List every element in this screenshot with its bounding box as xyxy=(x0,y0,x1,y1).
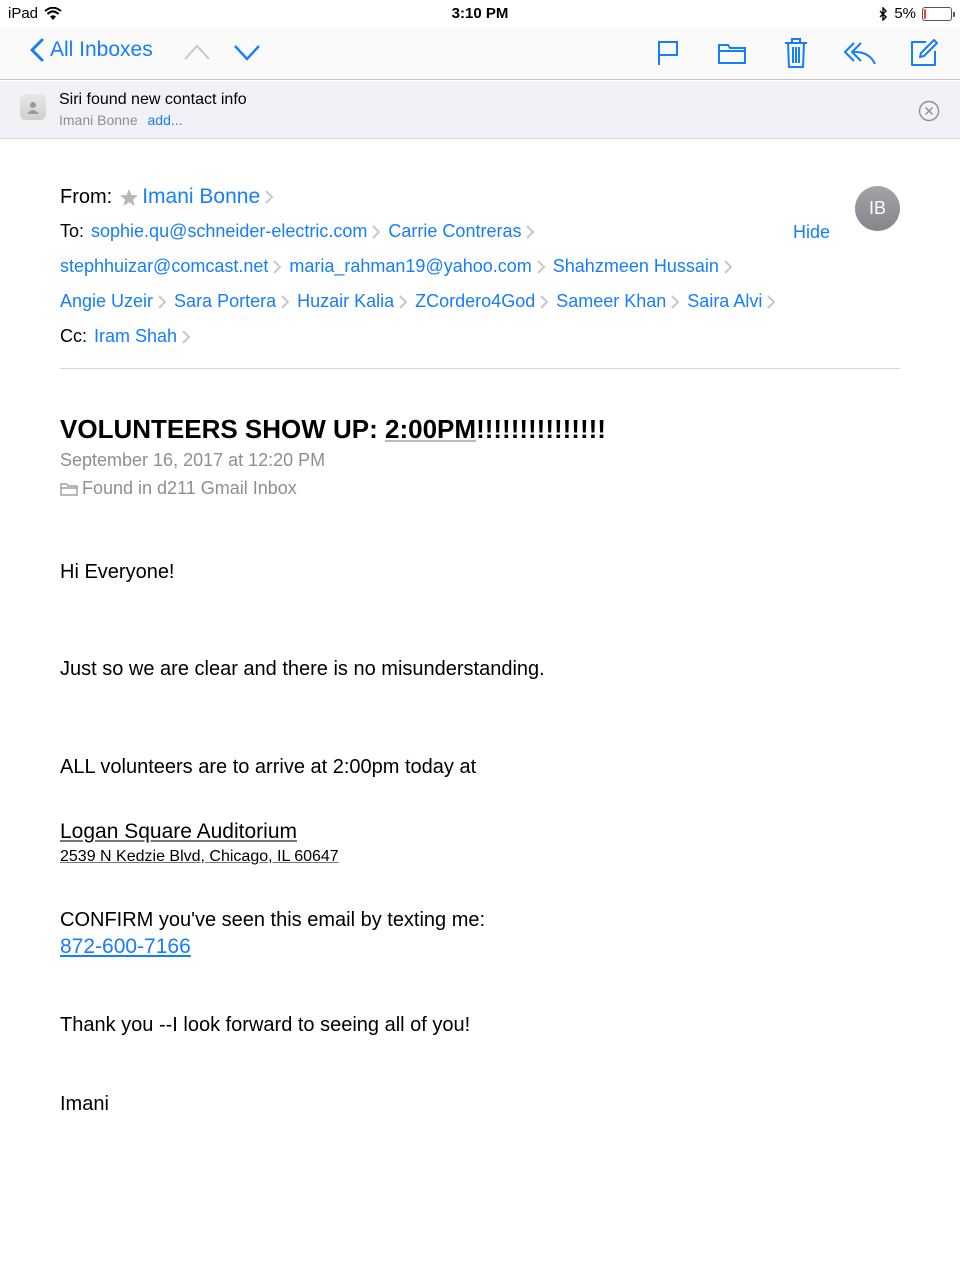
greeting: Hi Everyone! xyxy=(60,561,175,583)
chevron-right-icon xyxy=(158,295,166,309)
from-label: From: xyxy=(60,185,113,208)
move-folder-button[interactable] xyxy=(714,36,750,70)
chevron-right-icon xyxy=(724,260,732,274)
star-icon[interactable] xyxy=(119,188,139,207)
mailbox-label: Found in d211 Gmail Inbox xyxy=(82,478,297,498)
back-label: All Inboxes xyxy=(50,38,153,61)
siri-add-link[interactable]: add... xyxy=(147,112,183,128)
message-date: September 16, 2017 at 12:20 PM xyxy=(60,450,326,470)
compose-button[interactable] xyxy=(906,36,942,70)
body-paragraph: Just so we are clear and there is no misunderstanding. xyxy=(60,658,545,680)
recipient[interactable]: Huzair Kalia xyxy=(297,291,395,311)
chevron-right-icon xyxy=(540,295,548,309)
recipient[interactable]: stephhuizar@comcast.net xyxy=(60,256,269,276)
recipient[interactable]: ZCordero4God xyxy=(415,291,536,311)
cc-row xyxy=(60,326,198,347)
chevron-right-icon xyxy=(273,260,281,274)
recipient[interactable]: Sara Portera xyxy=(174,291,277,311)
body-paragraph: Thank you --I look forward to seeing all of you! xyxy=(60,1014,471,1036)
trash-icon xyxy=(783,37,809,69)
cc-label: Cc: xyxy=(60,326,87,346)
siri-suggestion-banner xyxy=(0,81,960,139)
recipient[interactable]: Saira Alvi xyxy=(687,291,763,311)
back-button[interactable] xyxy=(30,38,153,62)
cc-recipient[interactable]: Iram Shah xyxy=(94,326,178,346)
nav-bar xyxy=(0,28,960,80)
chevron-right-icon xyxy=(526,225,534,239)
battery-icon xyxy=(922,7,952,21)
avatar: IB xyxy=(855,186,900,231)
signature: Imani xyxy=(60,1093,109,1115)
chevron-right-icon xyxy=(537,260,545,274)
chevron-right-icon xyxy=(671,295,679,309)
recipient[interactable]: sophie.qu@schneider-electric.com xyxy=(91,221,368,241)
chevron-right-icon xyxy=(182,330,190,344)
device-label: iPad xyxy=(8,5,39,22)
previous-message-button[interactable] xyxy=(182,42,212,62)
to-row-1 xyxy=(60,221,542,242)
header-divider xyxy=(60,368,900,369)
recipient[interactable]: Sameer Khan xyxy=(556,291,667,311)
close-banner-button[interactable] xyxy=(918,100,940,122)
subject-time-link[interactable]: 2:00PM xyxy=(385,414,477,444)
recipient[interactable]: Angie Uzeir xyxy=(60,291,154,311)
bluetooth-icon xyxy=(879,7,888,21)
from-row xyxy=(60,185,281,209)
folder-icon xyxy=(717,41,747,65)
recipient[interactable]: Carrie Contreras xyxy=(388,221,522,241)
reply-button[interactable] xyxy=(842,36,878,70)
venue-link[interactable]: Logan Square Auditorium xyxy=(60,820,297,843)
chevron-right-icon xyxy=(281,295,289,309)
to-row-2 xyxy=(60,256,740,277)
trash-button[interactable] xyxy=(778,36,814,70)
siri-banner-title: Siri found new contact info xyxy=(59,91,247,108)
battery-percent: 5% xyxy=(894,5,916,22)
chevron-right-icon xyxy=(767,295,775,309)
chevron-right-icon xyxy=(399,295,407,309)
body-paragraph: ALL volunteers are to arrive at 2:00pm today at xyxy=(60,756,477,778)
chevron-right-icon xyxy=(372,225,380,239)
flag-button[interactable] xyxy=(650,36,686,70)
status-bar xyxy=(0,0,960,28)
reply-icon xyxy=(843,40,877,66)
close-icon xyxy=(918,100,940,122)
chevron-right-icon xyxy=(265,190,273,204)
recipient[interactable]: Shahzmeen Hussain xyxy=(552,256,719,276)
chevron-left-icon xyxy=(30,38,44,62)
flag-icon xyxy=(655,39,681,67)
clock: 3:10 PM xyxy=(451,5,509,22)
body-paragraph: CONFIRM you've seen this email by texting me: xyxy=(60,909,486,931)
to-row-3 xyxy=(60,291,783,312)
address-link[interactable]: 2539 N Kedzie Blvd, Chicago, IL 60647 xyxy=(60,848,339,865)
sender-name[interactable]: Imani Bonne xyxy=(142,185,261,208)
contacts-icon xyxy=(20,94,46,120)
to-label: To: xyxy=(60,221,85,241)
phone-link[interactable]: 872-600-7166 xyxy=(60,935,191,958)
compose-icon xyxy=(909,38,939,68)
recipient[interactable]: maria_rahman19@yahoo.com xyxy=(289,256,532,276)
subject-suffix: !!!!!!!!!!!!!!! xyxy=(476,414,606,444)
mailbox-location xyxy=(60,478,297,499)
siri-contact-name: Imani Bonne xyxy=(59,112,138,128)
hide-details-button[interactable]: Hide xyxy=(793,222,831,242)
subject-prefix: VOLUNTEERS SHOW UP: xyxy=(60,414,386,444)
message-subject xyxy=(60,414,606,445)
folder-icon xyxy=(60,482,78,496)
next-message-button[interactable] xyxy=(232,42,262,62)
